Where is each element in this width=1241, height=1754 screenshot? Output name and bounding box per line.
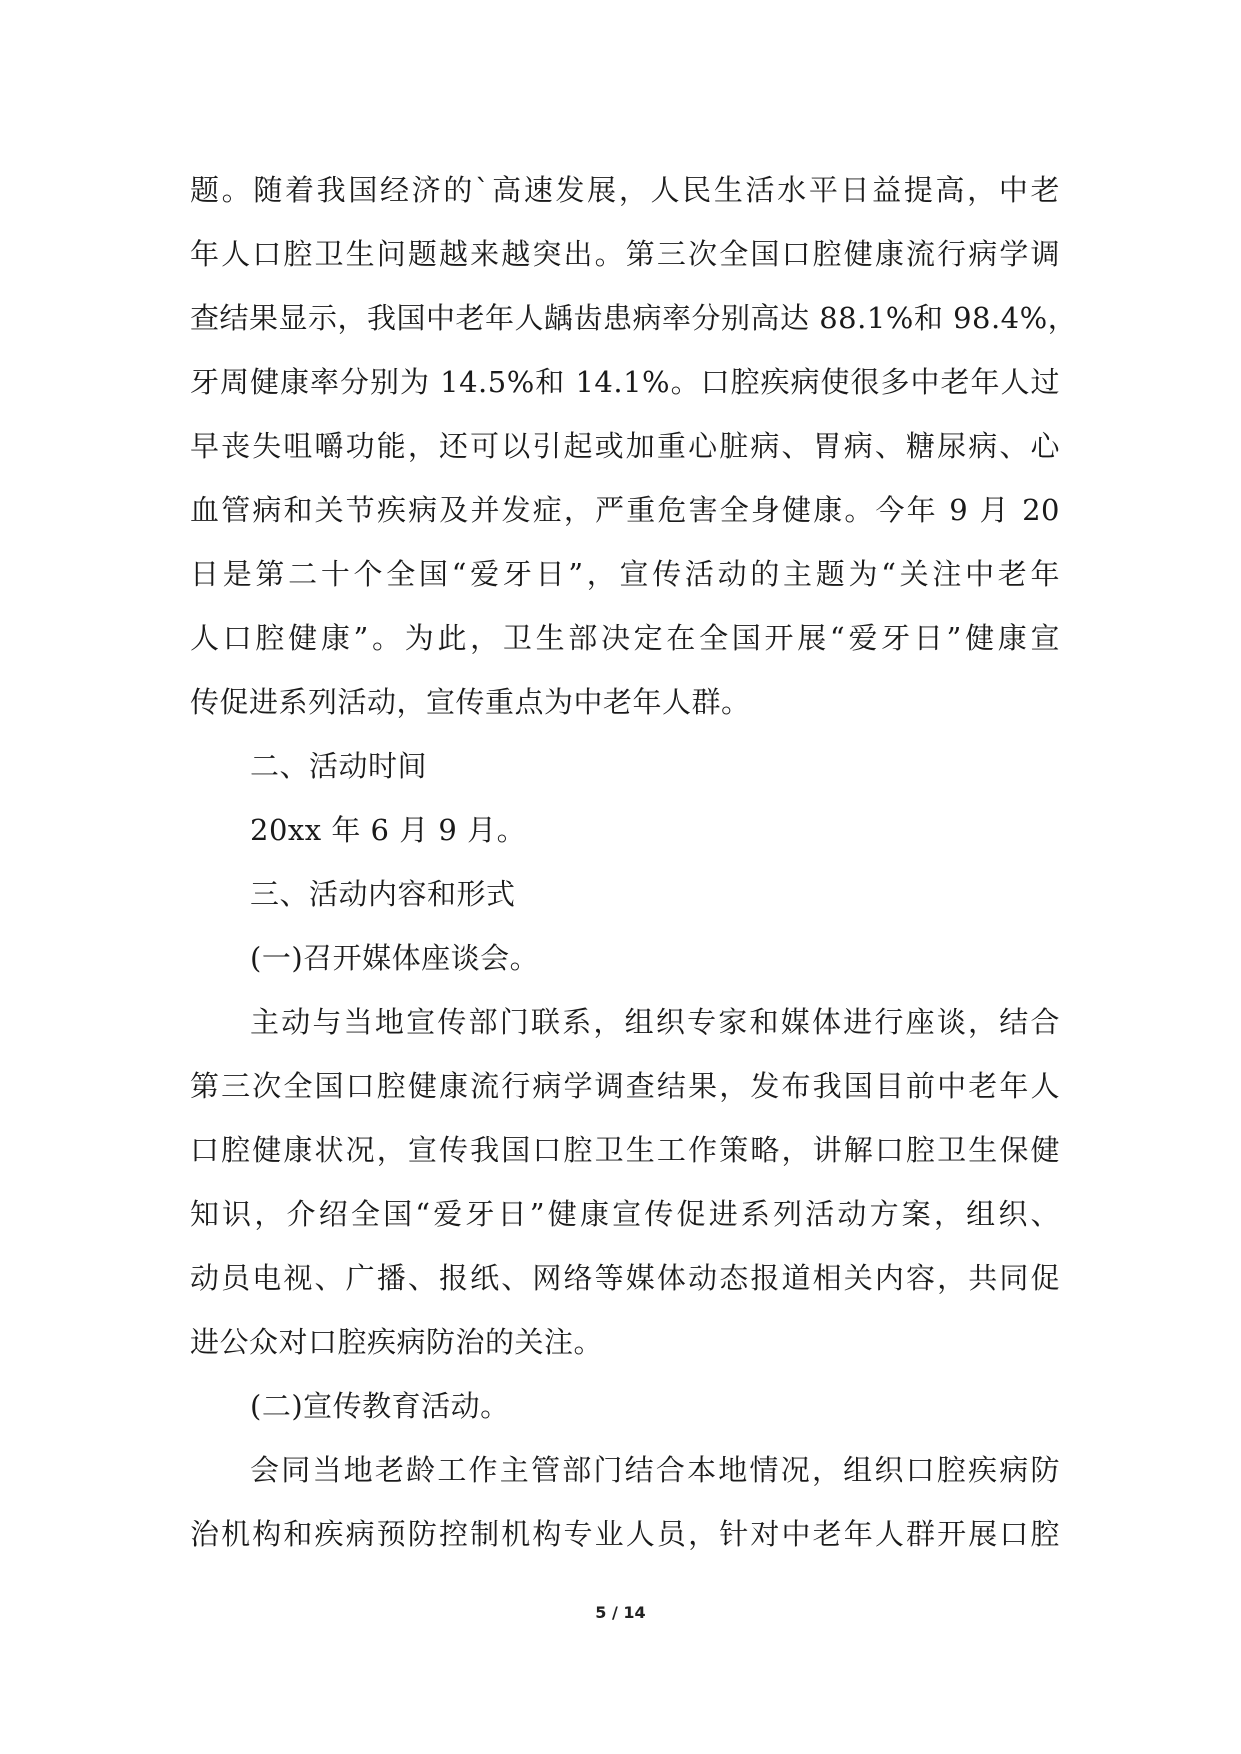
section-heading-time: 二、活动时间 xyxy=(250,749,428,783)
text-line: 主动与当地宣传部门联系，组织专家和媒体进行座谈，结合 xyxy=(250,1005,1060,1039)
text-line: 日是第二十个全国“爱牙日”，宣传活动的主题为“关注中老年 xyxy=(190,557,1060,591)
text-line: 第三次全国口腔健康流行病学调查结果，发布我国目前中老年人 xyxy=(190,1069,1060,1103)
text-line: 20xx 年 6 月 9 月。 xyxy=(250,813,527,847)
text-line: 口腔健康状况，宣传我国口腔卫生工作策略，讲解口腔卫生保健 xyxy=(190,1133,1060,1167)
text-line: 题。随着我国经济的`高速发展，人民生活水平日益提高，中老 xyxy=(190,173,1060,207)
section-heading-content: 三、活动内容和形式 xyxy=(250,877,516,911)
text-line: 查结果显示，我国中老年人龋齿患病率分别高达 88.1%和 98.4%， xyxy=(190,301,1078,335)
text-line: 动员电视、广播、报纸、网络等媒体动态报道相关内容，共同促 xyxy=(190,1261,1060,1295)
document-body xyxy=(190,158,1078,1566)
text-line: 牙周健康率分别为 14.5%和 14.1%。口腔疾病使很多中老年人过 xyxy=(190,365,1060,399)
text-line: 早丧失咀嚼功能，还可以引起或加重心脏病、胃病、糖尿病、心 xyxy=(190,429,1060,463)
text-line: 年人口腔卫生问题越来越突出。第三次全国口腔健康流行病学调 xyxy=(190,237,1060,271)
text-line: 知识，介绍全国“爱牙日”健康宣传促进系列活动方案，组织、 xyxy=(190,1197,1060,1231)
text-line: 血管病和关节疾病及并发症，严重危害全身健康。今年 9 月 20 xyxy=(190,493,1060,527)
subsection-heading-education: (二)宣传教育活动。 xyxy=(250,1389,510,1423)
subsection-heading-media: (一)召开媒体座谈会。 xyxy=(250,941,540,975)
text-line: 进公众对口腔疾病防治的关注。 xyxy=(190,1325,604,1359)
text-line: 治机构和疾病预防控制机构专业人员，针对中老年人群开展口腔 xyxy=(190,1517,1060,1551)
page-number: 5 / 14 xyxy=(595,1603,646,1622)
text-line: 传促进系列活动，宣传重点为中老年人群。 xyxy=(190,685,751,719)
text-line: 人口腔健康”。为此，卫生部决定在全国开展“爱牙日”健康宣 xyxy=(190,621,1060,655)
text-line: 会同当地老龄工作主管部门结合本地情况，组织口腔疾病防 xyxy=(250,1453,1060,1487)
